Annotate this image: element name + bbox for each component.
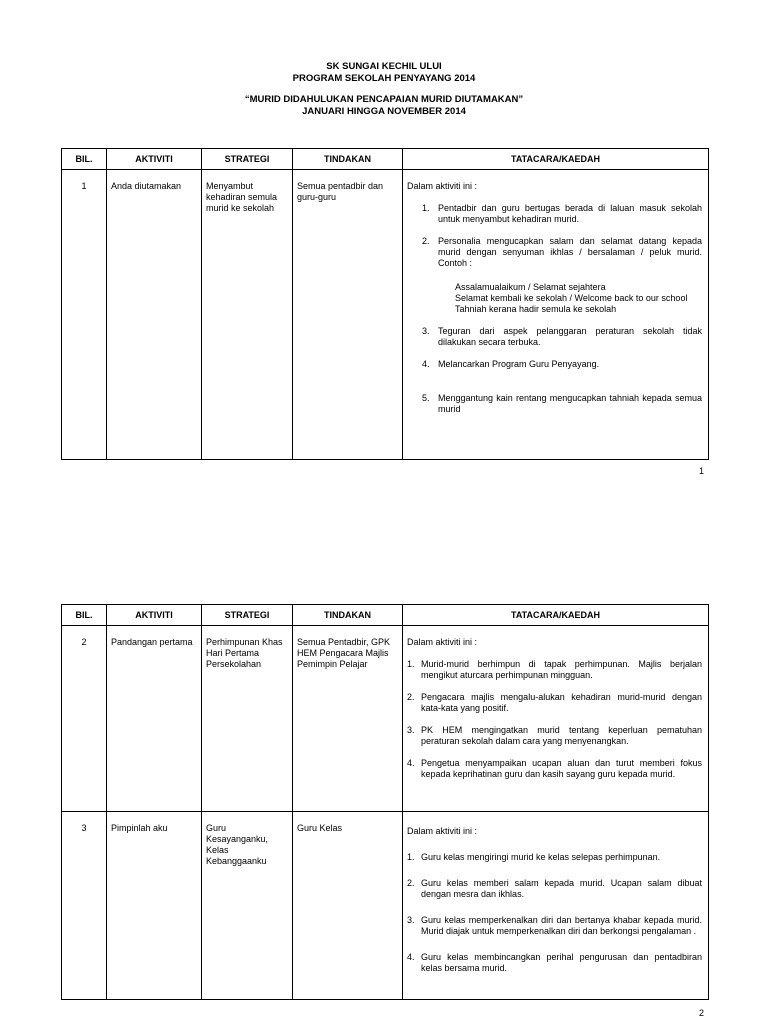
tatacara-intro: Dalam aktiviti ini : [407, 826, 478, 836]
document-subheader [0, 94, 768, 118]
col-header-aktiviti: AKTIVITI [107, 605, 202, 626]
list-item: 2. Guru kelas memberi salam kepada murid. Ucapan salam dibuat dengan mesra dan ikhlas. [407, 878, 702, 899]
row-bil: 1 [62, 170, 107, 460]
list-item: 5. Menggantung kain rentang mengucapkan tahniah kepada semua murid [422, 393, 702, 414]
list-item: 1. Guru kelas mengiringi murid ke kelas selepas perhimpunan. [407, 852, 661, 862]
row-strategi: Menyambut kehadiran semula murid ke sekolah [202, 170, 293, 460]
list-item: 2. Personalia mengucapkan salam dan selamat datang kepada murid dengan senyuman ikhlas / bersalaman / peluk murid. Contoh : [422, 236, 702, 268]
row-tatacara [403, 812, 709, 1000]
row-tindakan: Semua pentadbir dan guru-guru [293, 170, 403, 460]
list-item: 3. PK HEM mengingatkan murid tentang keperluan pematuhan peraturan sekolah dalam cara yang menyenangkan. [407, 725, 702, 746]
row-aktiviti: Pandangan pertama [107, 626, 202, 812]
row-tatacara [403, 170, 709, 460]
page-number: 1 [698, 466, 704, 476]
program-period: JANUARI HINGGA NOVEMBER 2014 [302, 106, 466, 117]
col-header-aktiviti: AKTIVITI [107, 149, 202, 170]
row-aktiviti: Pimpinlah aku [107, 812, 202, 1000]
col-header-tatacara: TATACARA/KAEDAH [403, 605, 709, 626]
document-header [0, 61, 768, 85]
example-item: Tahniah kerana hadir semula ke sekolah [455, 304, 617, 314]
list-item: 4. Guru kelas membincangkan perihal pengurusan dan pentadbiran kelas bersama murid. [407, 952, 702, 973]
program-motto: “MURID DIDAHULUKAN PENCAPAIAN MURID DIUTAMAKAN” [244, 94, 524, 105]
row-aktiviti: Anda diutamakan [107, 170, 202, 460]
program-title: PROGRAM SEKOLAH PENYAYANG 2014 [292, 73, 476, 84]
col-header-bil: BIL. [62, 605, 107, 626]
col-header-bil: BIL. [62, 149, 107, 170]
table-row [62, 812, 709, 1000]
row-bil: 3 [62, 812, 107, 1000]
col-header-tindakan: TINDAKAN [293, 149, 403, 170]
list-item: 4. Pengetua menyampaikan ucapan aluan dan turut memberi fokus kepada keprihatinan guru dan kasih sayang guru kepada murid. [407, 758, 702, 779]
list-item: 4. Melancarkan Program Guru Penyayang. [422, 359, 600, 369]
row-strategi: Perhimpunan Khas Hari Pertama Persekolahan [202, 626, 293, 812]
tatacara-steps [407, 659, 702, 780]
tatacara-intro: Dalam aktiviti ini : [407, 181, 478, 191]
example-item: Selamat kembali ke sekolah / Welcome back to our school [455, 293, 688, 303]
greeting-examples [407, 282, 702, 315]
list-item: 1. Pentadbir dan guru bertugas berada di laluan masuk sekolah untuk menyambut kehadiran murid. [422, 203, 702, 224]
table-row [62, 626, 709, 812]
tatacara-intro: Dalam aktiviti ini : [407, 637, 478, 647]
col-header-strategi: STRATEGI [202, 605, 293, 626]
table-header-row [62, 149, 709, 170]
activity-table-page-2 [61, 604, 709, 1000]
tatacara-steps [407, 203, 702, 269]
row-tindakan: Semua Pentadbir, GPK HEM Pengacara Majlis Pemimpin Pelajar [293, 626, 403, 812]
table-row [62, 170, 709, 460]
row-strategi: Guru Kesayanganku, Kelas Kebanggaanku [202, 812, 293, 1000]
table-header-row [62, 605, 709, 626]
school-name: SK SUNGAI KECHIL ULUI [326, 61, 442, 72]
list-item: 3. Guru kelas memperkenalkan diri dan bertanya khabar kepada murid. Murid diajak untuk memperkenalkan diri dan berkongsi pengalaman . [407, 915, 702, 936]
row-tatacara [403, 626, 709, 812]
col-header-tatacara: TATACARA/KAEDAH [403, 149, 709, 170]
list-item: 1. Murid-murid berhimpun di tapak perhimpunan. Majlis berjalan mengikut aturcara perhimpunan mingguan. [407, 659, 702, 680]
list-item: 3. Teguran dari aspek pelanggaran peraturan sekolah tidak dilakukan secara terbuka. [422, 326, 702, 347]
page-number: 2 [698, 1008, 704, 1018]
example-item: Assalamualaikum / Selamat sejahtera [455, 282, 606, 292]
activity-table-page-1 [61, 148, 709, 460]
row-bil: 2 [62, 626, 107, 812]
tatacara-steps [407, 852, 702, 974]
col-header-tindakan: TINDAKAN [293, 605, 403, 626]
col-header-strategi: STRATEGI [202, 149, 293, 170]
row-tindakan: Guru Kelas [293, 812, 403, 1000]
tatacara-steps-cont [407, 326, 702, 415]
list-item: 2. Pengacara majlis mengalu-alukan kehadiran murid-murid dengan kata-kata yang positif. [407, 692, 702, 713]
